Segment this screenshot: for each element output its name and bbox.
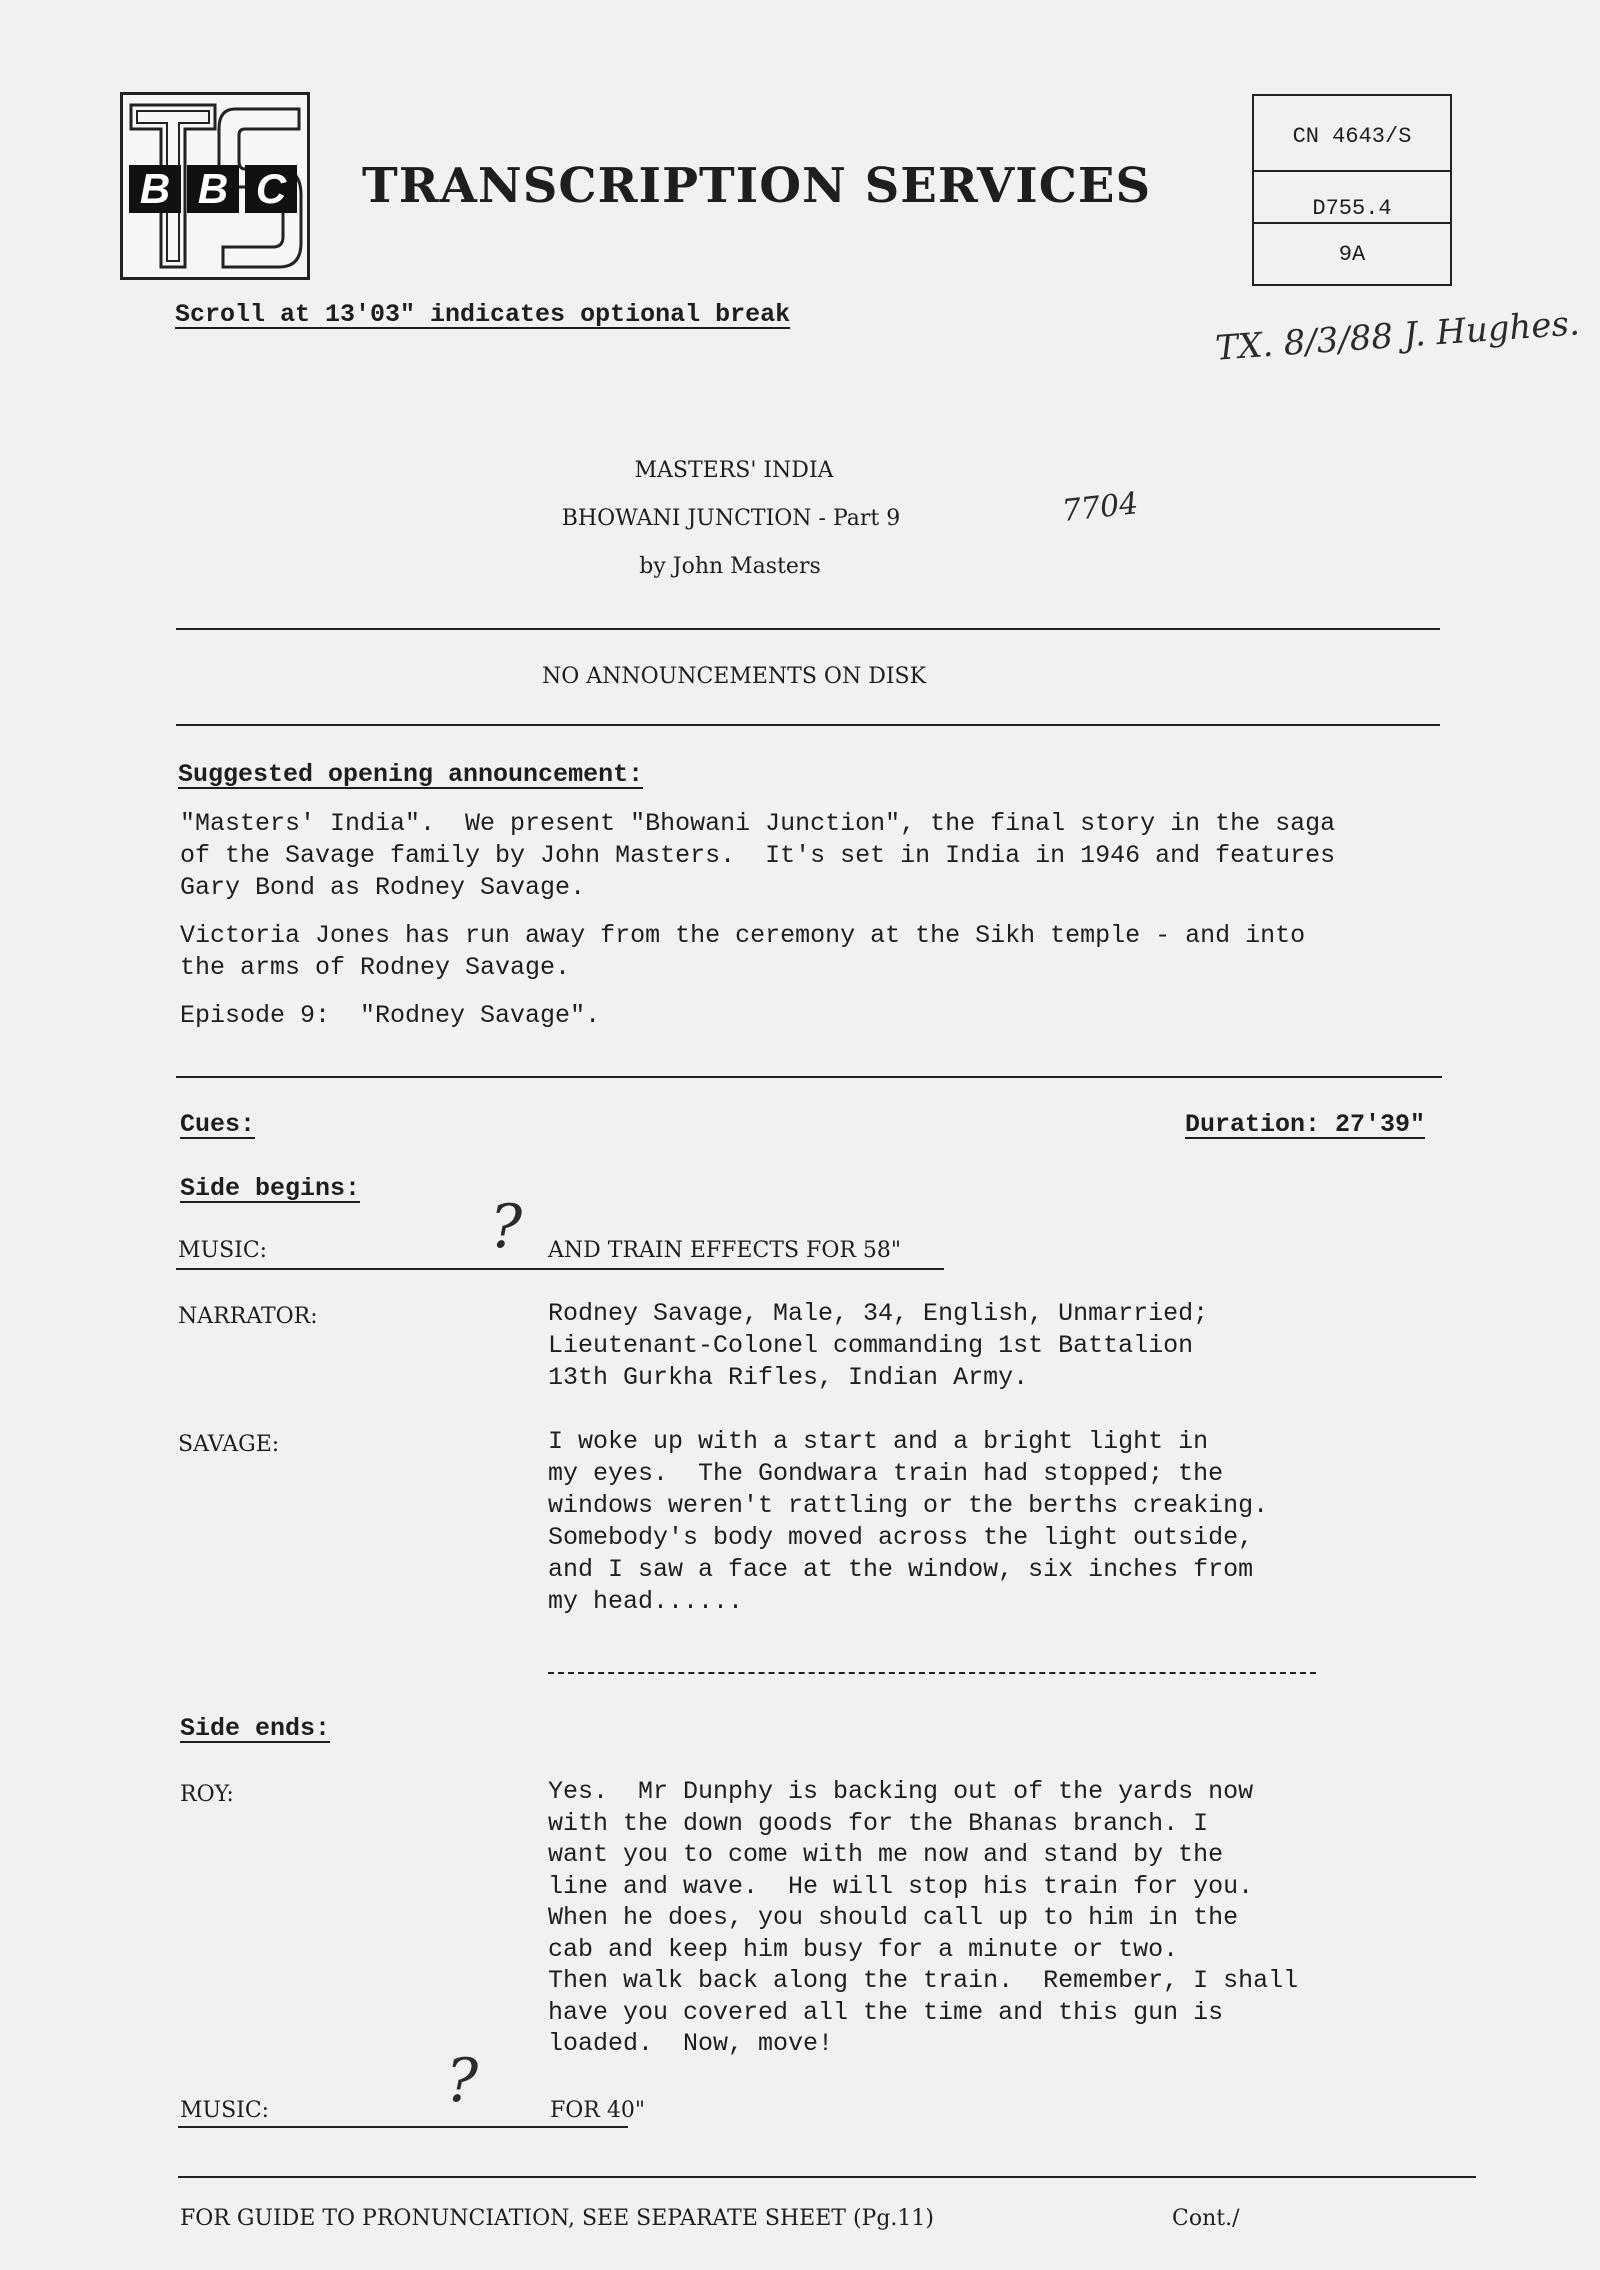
ref-code-side: 9A (1338, 242, 1366, 267)
cue-speaker-music-2: MUSIC: (180, 2098, 270, 2123)
programme-author: by John Masters (639, 554, 821, 579)
series-title: MASTERS' INDIA (634, 458, 834, 483)
side-begins-label: Side begins: (180, 1174, 361, 1203)
opening-paragraph-2: Victoria Jones has run away from the ceremony at the Sikh temple - and into the arms of Rodney Savage. (180, 921, 1306, 982)
bbc-ts-logo (120, 92, 310, 280)
document-title: TRANSCRIPTION SERVICES (362, 158, 1152, 214)
pronunciation-note: FOR GUIDE TO PRONUNCIATION, SEE SEPARATE SHEET (Pg.11) (180, 2206, 934, 2231)
ref-code-d: D755.4 (1312, 196, 1392, 221)
cue-text-music-1: AND TRAIN EFFECTS FOR 58" (548, 1238, 902, 1263)
handwritten-number: 7704 (1060, 486, 1140, 529)
cue-speaker-music-1: MUSIC: (178, 1238, 268, 1263)
opening-paragraph-1: "Masters' India". We present "Bhowani Junction", the final story in the saga of the Savage family by John Masters. It's set in India in 1946 and features Gary Bond as Rodney Savage. (180, 809, 1336, 902)
reference-box (1252, 94, 1452, 286)
ref-code-cn: CN 4643/S (1292, 124, 1412, 149)
opening-heading: Suggested opening announcement: (178, 760, 644, 789)
cue-speaker-narrator: NARRATOR: (178, 1304, 318, 1329)
opening-paragraph-3: Episode 9: "Rodney Savage". (180, 1001, 601, 1030)
handwritten-tx-note: TX. 8/3/88 J. Hughes. (1214, 303, 1581, 369)
cues-label: Cues: (180, 1110, 256, 1139)
cue-text-music-2: FOR 40" (550, 2098, 645, 2123)
programme-title: BHOWANI JUNCTION - Part 9 (561, 506, 901, 531)
bbc-letter-c: C (245, 165, 297, 213)
cue-text-narrator: Rodney Savage, Male, 34, English, Unmarried; Lieutenant-Colonel commanding 1st Battalion 13th Gurkha Rifles, Indian Army. (548, 1299, 1209, 1392)
announcements-note: NO ANNOUNCEMENTS ON DISK (541, 664, 927, 689)
cue-text-roy: Yes. Mr Dunphy is backing out of the yards now with the down goods for the Bhanas branch. I want you to come with me now and stand by the line and wave. He will stop his train for you. When he does, you should call up to him in the cab and keep him busy for a minute or two. Then walk back along the train. Remember, I shall have you covered all the time and this gun is loaded. Now, move! (548, 1777, 1299, 2058)
bbc-letter-b1: B (129, 165, 181, 213)
side-ends-label: Side ends: (180, 1714, 331, 1743)
continued-note: Cont./ (1172, 2206, 1240, 2231)
handwritten-question-mark-1: ? (490, 1192, 523, 1262)
handwritten-question-mark-2: ? (446, 2046, 479, 2116)
scroll-note: Scroll at 13'03" indicates optional break (175, 300, 791, 329)
cue-speaker-savage: SAVAGE: (178, 1432, 280, 1457)
bbc-letter-b2: B (187, 165, 239, 213)
duration: Duration: 27'39" (1185, 1110, 1426, 1139)
cue-speaker-roy: ROY: (180, 1782, 234, 1807)
cue-text-savage: I woke up with a start and a bright light in my eyes. The Gondwara train had stopped; the windows weren't rattling or the berths creaking. Somebody's body moved across the light outside, and I saw a face at the window, six inches from my head...... (548, 1427, 1269, 1616)
